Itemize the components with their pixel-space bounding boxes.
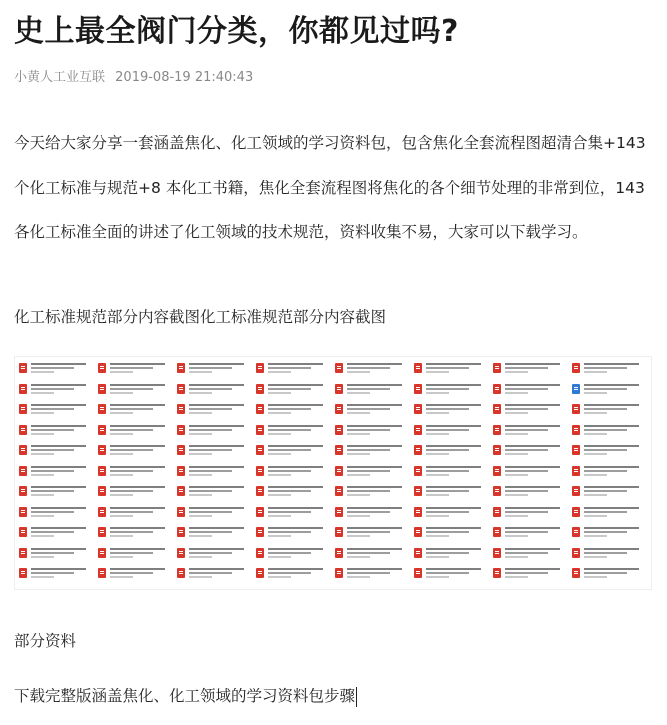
file-entry	[572, 361, 645, 379]
file-entry	[256, 361, 329, 379]
file-entry	[493, 484, 566, 502]
file-entry	[19, 423, 92, 441]
file-entry	[98, 525, 171, 543]
file-column	[177, 361, 250, 589]
pdf-icon	[98, 445, 106, 455]
pdf-icon	[98, 404, 106, 414]
pdf-icon	[414, 363, 422, 373]
pdf-icon	[414, 568, 422, 578]
pdf-icon	[98, 384, 106, 394]
file-entry	[493, 546, 566, 564]
pdf-icon	[572, 384, 580, 394]
pdf-icon	[256, 404, 264, 414]
file-entry	[414, 525, 487, 543]
file-entry	[177, 546, 250, 564]
file-column	[256, 361, 329, 589]
file-entry	[493, 464, 566, 482]
file-entry	[19, 505, 92, 523]
file-entry	[19, 382, 92, 400]
file-entry	[572, 423, 645, 441]
intro-paragraph: 今天给大家分享一套涵盖焦化、化工领域的学习资料包，包含焦化全套流程图超清合集+143 个化工标准与规范+8 本化工书籍，焦化全套流程图将焦化的各个细节处理的非常到位，143 各化工标准全面的讲述了化工领域的技术规范，资料收集不易，大家可以下载学习。	[14, 134, 646, 241]
file-entry	[177, 566, 250, 584]
file-entry	[493, 361, 566, 379]
file-entry	[414, 484, 487, 502]
file-entry	[177, 525, 250, 543]
file-entry	[335, 566, 408, 584]
file-entry	[493, 443, 566, 461]
file-entry	[414, 382, 487, 400]
file-entry	[98, 464, 171, 482]
pdf-icon	[572, 404, 580, 414]
file-entry	[335, 484, 408, 502]
pdf-icon	[493, 548, 501, 558]
file-entry	[19, 402, 92, 420]
pdf-icon	[177, 548, 185, 558]
pdf-icon	[98, 363, 106, 373]
file-entry	[493, 525, 566, 543]
file-entry	[256, 505, 329, 523]
file-entry	[493, 566, 566, 584]
file-entry	[19, 546, 92, 564]
pdf-icon	[98, 425, 106, 435]
pdf-icon	[335, 548, 343, 558]
pdf-icon	[572, 507, 580, 517]
file-entry	[256, 464, 329, 482]
file-entry	[19, 361, 92, 379]
file-entry	[177, 443, 250, 461]
pdf-icon	[19, 507, 27, 517]
file-entry	[98, 546, 171, 564]
file-entry	[256, 423, 329, 441]
file-entry	[493, 382, 566, 400]
pdf-icon	[572, 486, 580, 496]
pdf-icon	[256, 568, 264, 578]
pdf-icon	[177, 466, 185, 476]
file-entry	[256, 546, 329, 564]
file-entry	[414, 566, 487, 584]
article-meta	[14, 66, 259, 85]
publish-date: 2019-08-19 21:40:43	[115, 70, 254, 85]
pdf-icon	[493, 445, 501, 455]
pdf-icon	[414, 527, 422, 537]
pdf-icon	[335, 425, 343, 435]
file-entry	[414, 361, 487, 379]
text-cursor	[356, 687, 357, 707]
file-entry	[572, 484, 645, 502]
file-entry	[19, 566, 92, 584]
file-list-screenshot	[14, 356, 652, 590]
pdf-icon	[335, 384, 343, 394]
file-entry	[256, 443, 329, 461]
file-entry	[572, 382, 645, 400]
pdf-icon	[493, 425, 501, 435]
pdf-icon	[256, 363, 264, 373]
file-entry	[19, 484, 92, 502]
download-steps-line: 下载完整版涵盖焦化、化工领域的学习资料包步骤	[14, 687, 356, 705]
file-entry	[256, 382, 329, 400]
pdf-icon	[98, 486, 106, 496]
pdf-icon	[414, 425, 422, 435]
file-entry	[98, 443, 171, 461]
file-entry	[414, 402, 487, 420]
file-entry	[493, 402, 566, 420]
pdf-icon	[256, 384, 264, 394]
pdf-icon	[414, 466, 422, 476]
pdf-icon	[98, 568, 106, 578]
pdf-icon	[256, 548, 264, 558]
pdf-icon	[177, 425, 185, 435]
file-entry	[256, 402, 329, 420]
author-name[interactable]: 小黄人工业互联	[14, 70, 106, 85]
file-entry	[177, 423, 250, 441]
pdf-icon	[335, 486, 343, 496]
file-entry	[414, 443, 487, 461]
file-entry	[335, 361, 408, 379]
pdf-icon	[414, 548, 422, 558]
file-entry	[98, 566, 171, 584]
pdf-icon	[19, 466, 27, 476]
file-column	[572, 361, 645, 589]
file-column	[19, 361, 92, 589]
pdf-icon	[414, 507, 422, 517]
pdf-icon	[572, 425, 580, 435]
pdf-icon	[335, 445, 343, 455]
pdf-icon	[335, 363, 343, 373]
file-column	[493, 361, 566, 589]
file-entry	[572, 525, 645, 543]
pdf-icon	[493, 568, 501, 578]
pdf-icon	[177, 363, 185, 373]
file-entry	[19, 443, 92, 461]
pdf-icon	[19, 548, 27, 558]
pdf-icon	[493, 527, 501, 537]
file-entry	[414, 423, 487, 441]
pdf-icon	[19, 568, 27, 578]
image-caption: 化工标准规范部分内容截图化工标准规范部分内容截图	[14, 308, 387, 326]
pdf-icon	[572, 466, 580, 476]
file-entry	[19, 525, 92, 543]
pdf-icon	[19, 404, 27, 414]
file-entry	[572, 464, 645, 482]
pdf-icon	[414, 445, 422, 455]
file-entry	[572, 546, 645, 564]
pdf-icon	[572, 445, 580, 455]
pdf-icon	[19, 527, 27, 537]
file-entry	[177, 484, 250, 502]
pdf-icon	[19, 486, 27, 496]
article-title: 史上最全阀门分类，你都见过吗?	[14, 14, 459, 49]
file-column	[98, 361, 171, 589]
pdf-icon	[572, 548, 580, 558]
file-entry	[335, 402, 408, 420]
file-entry	[98, 361, 171, 379]
file-entry	[493, 423, 566, 441]
pdf-icon	[19, 363, 27, 373]
pdf-icon	[493, 486, 501, 496]
file-entry	[335, 505, 408, 523]
pdf-icon	[335, 466, 343, 476]
file-entry	[414, 505, 487, 523]
pdf-icon	[335, 404, 343, 414]
file-entry	[98, 382, 171, 400]
file-entry	[177, 361, 250, 379]
file-entry	[335, 423, 408, 441]
file-entry	[98, 505, 171, 523]
file-entry	[572, 566, 645, 584]
file-entry	[572, 505, 645, 523]
pdf-icon	[19, 425, 27, 435]
file-entry	[493, 505, 566, 523]
pdf-icon	[177, 568, 185, 578]
file-entry	[256, 525, 329, 543]
pdf-icon	[256, 425, 264, 435]
pdf-icon	[335, 507, 343, 517]
pdf-icon	[98, 507, 106, 517]
pdf-icon	[256, 507, 264, 517]
file-entry	[414, 464, 487, 482]
pdf-icon	[177, 486, 185, 496]
file-entry	[177, 464, 250, 482]
pdf-icon	[177, 445, 185, 455]
file-entry	[98, 484, 171, 502]
pdf-icon	[98, 548, 106, 558]
pdf-icon	[98, 466, 106, 476]
pdf-icon	[572, 527, 580, 537]
file-entry	[414, 546, 487, 564]
pdf-icon	[572, 363, 580, 373]
partial-data-label: 部分资料	[14, 632, 77, 650]
file-entry	[19, 464, 92, 482]
file-entry	[98, 402, 171, 420]
file-entry	[256, 566, 329, 584]
pdf-icon	[572, 568, 580, 578]
file-entry	[572, 402, 645, 420]
file-entry	[335, 382, 408, 400]
pdf-icon	[177, 384, 185, 394]
pdf-icon	[256, 527, 264, 537]
pdf-icon	[493, 404, 501, 414]
pdf-icon	[414, 384, 422, 394]
pdf-icon	[335, 568, 343, 578]
file-entry	[335, 464, 408, 482]
file-entry	[335, 546, 408, 564]
pdf-icon	[493, 363, 501, 373]
pdf-icon	[256, 466, 264, 476]
pdf-icon	[414, 404, 422, 414]
pdf-icon	[493, 384, 501, 394]
pdf-icon	[177, 527, 185, 537]
pdf-icon	[256, 445, 264, 455]
pdf-icon	[19, 384, 27, 394]
pdf-icon	[98, 527, 106, 537]
pdf-icon	[19, 445, 27, 455]
file-entry	[256, 484, 329, 502]
pdf-icon	[335, 527, 343, 537]
file-column	[414, 361, 487, 589]
file-column	[335, 361, 408, 589]
file-entry	[572, 443, 645, 461]
file-entry	[335, 443, 408, 461]
file-entry	[335, 525, 408, 543]
pdf-icon	[177, 507, 185, 517]
file-entry	[177, 382, 250, 400]
pdf-icon	[256, 486, 264, 496]
pdf-icon	[493, 466, 501, 476]
file-entry	[98, 423, 171, 441]
file-entry	[177, 402, 250, 420]
pdf-icon	[493, 507, 501, 517]
pdf-icon	[414, 486, 422, 496]
pdf-icon	[177, 404, 185, 414]
file-entry	[177, 505, 250, 523]
